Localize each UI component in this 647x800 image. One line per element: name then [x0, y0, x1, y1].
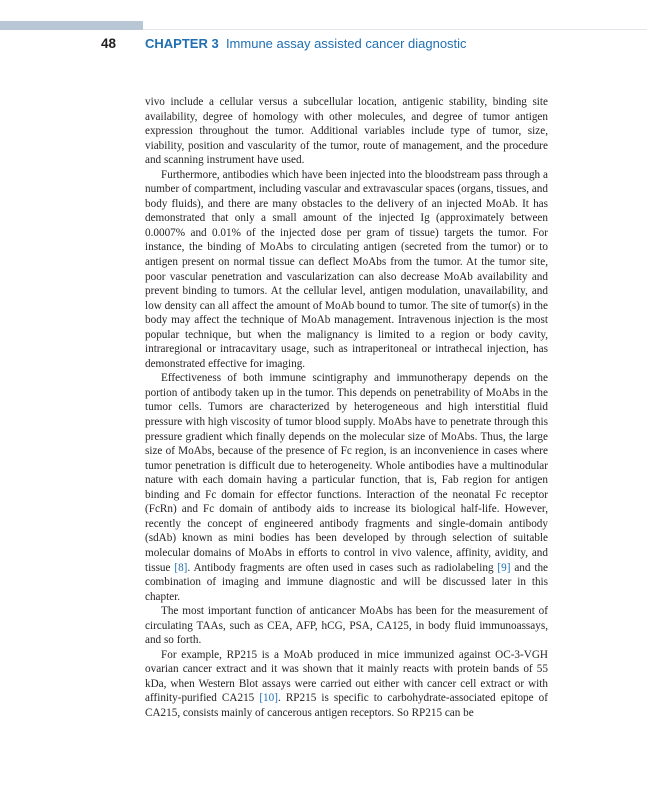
paragraph-text: and the combination of imaging and immune diagnostic and will be discussed later in this chapter.: [145, 561, 549, 603]
reference-link[interactable]: [9]: [497, 561, 511, 574]
paragraph: [145, 648, 548, 721]
paragraph-text: Effectiveness of both immune scintigraphy and immunotherapy depends on the portion of antibody taken up in the tumor. This depends on penetrability of MoAbs in the tumor cells. Tumors are characterized by heterogeneous and high interstitial fluid pressure with high viscosity of tumor blood supply. MoAbs have to penetrate through this pressure gradient which finally depends on the molecular size of MoAbs. Thus, the large size of MoAbs, because of the presence of Fc region, is an inconvenience in cases where tumor penetration is difficult due to heterogeneity. Whole antibodies have a multinodular nature with each domain having a particular function, that is, Fab region for antigen binding and Fc domain for effector functions. Interaction of the neonatal Fc receptor (FcRn) and Fc domain of antibody aids to increase its biological half-life. However, recently the concept of engineered antibody fragments and single-domain antibody (sdAb) known as mini bodies has been developed by through selection of suitable molecular domains of MoAbs in efforts to control in vivo valence, affinity, avidity, and tissue: [145, 372, 548, 574]
paragraph-text: . Antibody fragments are often used in cases such as radiolabeling: [187, 561, 498, 574]
paragraph: [145, 168, 548, 372]
reference-link[interactable]: [10]: [259, 692, 278, 705]
chapter-label: CHAPTER: [145, 36, 208, 51]
paragraph-text: . RP215 is specific to carbohydrate-associated epitope of CA215, consists mainly of cancerous antigen receptors. So RP215 can be: [145, 692, 548, 719]
paragraph: [145, 604, 548, 648]
page-number: 48: [101, 36, 117, 51]
reference-link[interactable]: [8]: [174, 561, 188, 574]
header-rule: [143, 29, 647, 30]
header-accent-bar: [0, 21, 143, 30]
running-header: [0, 35, 647, 53]
paragraph: [145, 95, 548, 168]
paragraph-text: vivo include a cellular versus a subcellular location, antigenic stability, binding site availability, degree of homology with other molecules, and degree of tumor antigen expression throughout the tumor. Additional variables include type of tumor, size, viability, position and vascularity of the tumor, route of management, and the procedure and scanning instrument have used.: [145, 96, 548, 167]
paragraph-text: The most important function of anticancer MoAbs has been for the measurement of circulating TAAs, such as CEA, AFP, hCG, PSA, CA125, in body fluid immunoassays, and so forth.: [145, 605, 548, 647]
body-text: [145, 95, 548, 721]
chapter-number: 3: [211, 36, 219, 51]
chapter-heading: [145, 35, 467, 53]
paragraph-text: Furthermore, antibodies which have been injected into the bloodstream pass through a number of compartment, including vascular and extravascular spaces (organs, tissues, and body fluids), and there are many obstacles to the delivery of an injected MoAb. It has demonstrated that only a small amount of the injected Ig (approximately between 0.0007% and 0.01% of the injected dose per gram of tissue) targets the tumor. For instance, the binding of MoAbs to circulating antigen (secreted from the tumor) or to antigen present on normal tissue can deflect MoAbs from the tumor. At the tumor site, poor vascular penetration and vascularization can also decrease MoAb availability and prevent binding to tumors. At the cellular level, antigen modulation, unavailability, and low density can all affect the amount of MoAb bound to tumor. The site of tumor(s) in the body may affect the technique of MoAb management. Intravenous injection is the most popular technique, but when the malignancy is limited to a region or body cavity, intraregional or intracavitary usage, such as intraperitoneal or intrathecal injection, has demonstrated effective for imaging.: [145, 168, 548, 370]
paragraph-text: For example, RP215 is a MoAb produced in mice immunized against OC-3-VGH ovarian cancer extract and it was shown that it mainly reacts with protein bands of 55 kDa, when Western Blot assays were carried out either with cancer cell extract or with affinity-purified CA215: [145, 648, 548, 705]
paragraph: [145, 371, 548, 604]
chapter-title: Immune assay assisted cancer diagnostic: [225, 36, 467, 51]
